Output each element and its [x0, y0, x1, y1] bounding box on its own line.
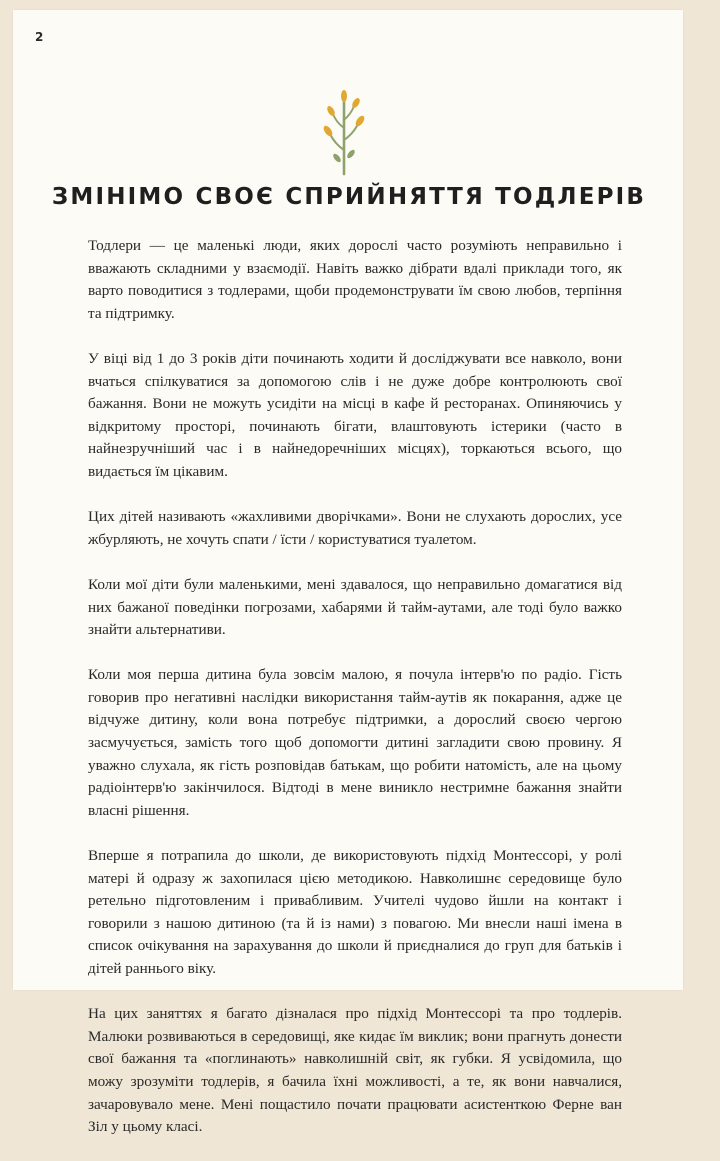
page-number: 2	[35, 30, 44, 44]
paragraph: Цих дітей називають «жахливими дворічками». Вони не слухають дорослих, усе жбурляють, не хочуть спати / їсти / користуватися туалетом.	[88, 508, 622, 548]
paragraph: У віці від 1 до 3 років діти починають ходити й досліджувати все навколо, вони вчаться спілкуватися за допомогою слів і не дуже добре контролюють свої бажання. Вони не можуть усидіти на місці в кафе й ресторанах. Опиняючись у відкритому просторі, починають бігати, влаштовують істерики (часто в найнезручніший час і в найнедоречніших місцях), торкаються всього, що видається їм цікавим.	[88, 349, 622, 480]
page-title: ЗМІНІМО СВОЄ СПРИЙНЯТТЯ ТОДЛЕРІВ	[51, 184, 647, 210]
paragraph: Тодлери — це маленькі люди, яких дорослі часто розуміють неправильно і вважають складними у взаємодії. Навіть важко дібрати вдалі приклади того, як варто поводитися з тодлерами, щоби продемонструвати їм свою любов, терпіння та підтримку.	[88, 237, 622, 322]
paragraph: На цих заняттях я багато дізналася про підхід Монтессорі та про тодлерів. Малюки розвиваються в середовищі, яке кидає їм виклик; вони прагнуть донести свої бажання та «поглинають» навколишній світ, як губки. Я усвідомила, що можу зрозуміти тодлерів, я бачила їхні можливості, а те, як вони навчалися, зачаровувало мене. Мені пощастило почати працювати асистенткою Ферне ван Зіл у цьому класі.	[88, 1005, 622, 1136]
paragraph: Коли моя перша дитина була зовсім малою, я почула інтерв'ю по радіо. Гість говорив про негативні наслідки використання тайм-аутів як покарання, адже це відчуже дитину, коли вона потребує підтримки, а дорослий своєю чергою засмучується, замість того щоб допомогти дитині загладити свою провину. Я уважно слухала, як гість розповідав батькам, що робити натомість, але на цьому радіоінтерв'ю закінчилося. Відтоді в мене виникло нестримне бажання знайти власні рішення.	[88, 666, 622, 819]
sprig-icon	[322, 88, 366, 176]
body-text	[88, 235, 622, 1161]
paragraph: Коли мої діти були маленькими, мені здавалося, що неправильно домагатися від них бажаної поведінки погрозами, хабарями й тайм-аутами, але тоді було важко знайти альтернативи.	[88, 575, 622, 639]
paragraph: Вперше я потрапила до школи, де використовують підхід Монтессорі, у ролі матері й одразу ж захопилася цією методикою. Навколишнє середовище було ретельно підготовленим і привабливим. Учителі чудово йшли на контакт і говорили з нашою дитиною (та й із нами) з повагою. Ми внесли наші імена в список очікування на зарахування до школи й приєдналися до груп для батьків і дітей раннього віку.	[88, 847, 622, 977]
